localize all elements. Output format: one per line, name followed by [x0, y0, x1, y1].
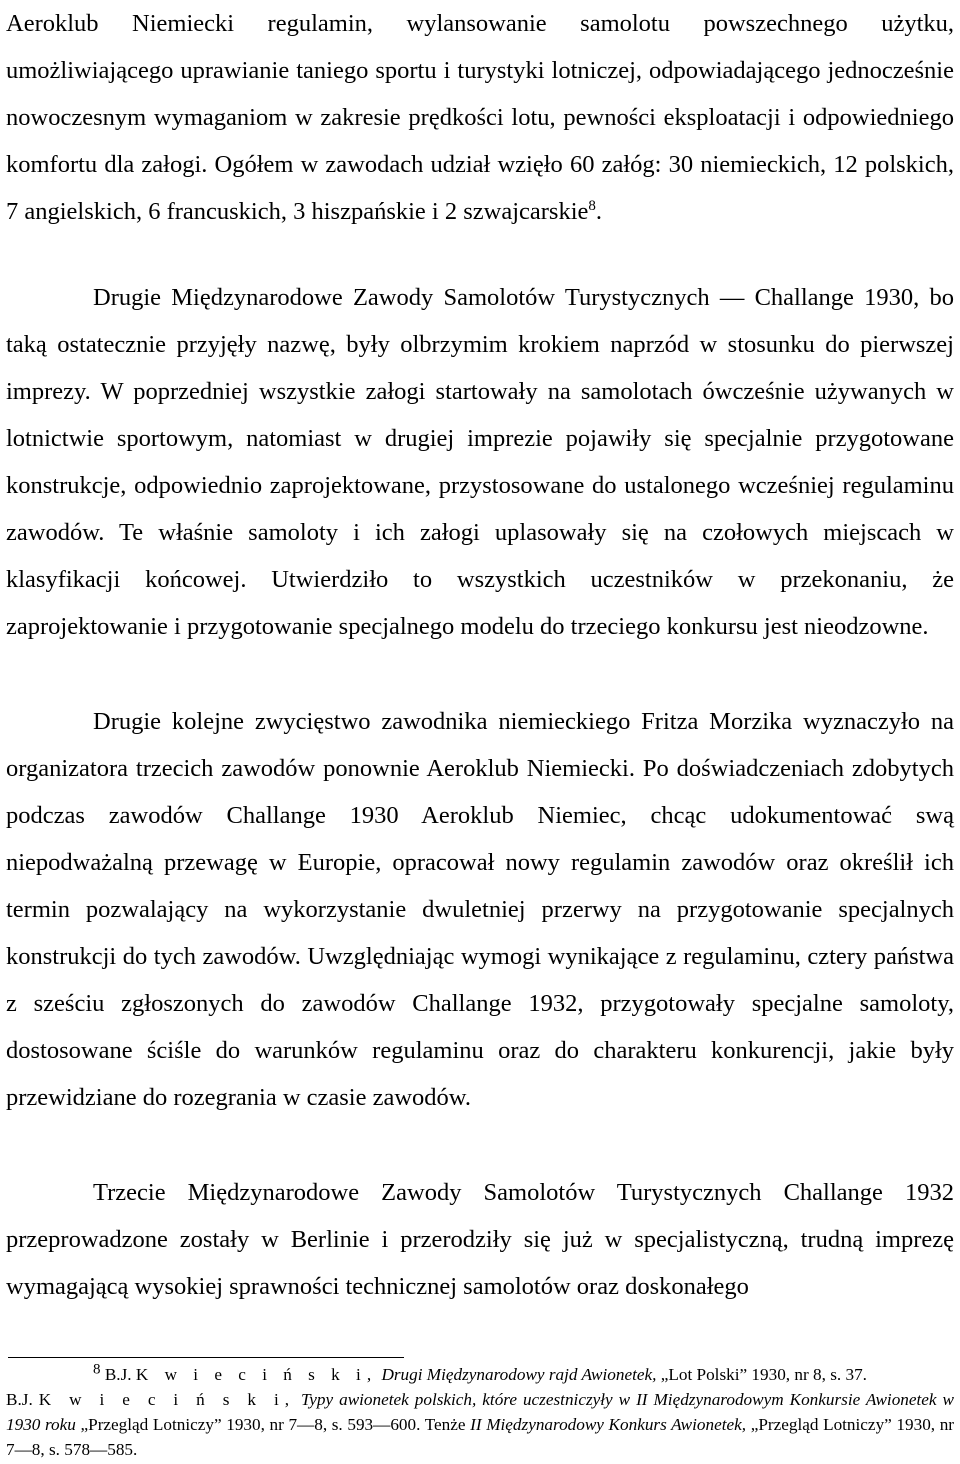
footnote-source-2: „Przegląd Lotniczy” 1930, nr 7—8, s. 578—585. [6, 1415, 955, 1459]
footnote-8-continuation [6, 1387, 954, 1462]
footnote-author-name: K w i e c i ń s k i, [38, 1390, 296, 1409]
footnote-author-name: K w i e c i ń s k i, [135, 1365, 378, 1384]
footnote-8 [6, 1362, 954, 1387]
paragraph-3: Drugie kolejne zwycięstwo zawodnika niemieckiego Fritza Morzika wyznaczyło na organizatora trzecich zawodów ponownie Aeroklub Niemiecki. Po doświadczeniach zdobytych podczas zawodów Challange 1930 Aeroklub Niemiec, chcąc udokumentować swą niepodważalną przewagę w Europie, opracował nowy regulamin zawodów oraz określił ich termin pozwalający na wykorzystanie dwuletniej przerwy na przygotowanie specjalnych konstrukcji do tych zawodów. Uwzględniając wymogi wynikające z regulaminu, cztery państwa z sześciu zgłoszonych do zawodów Challange 1932, przygotowały specjalne samoloty, dostosowane ściśle do warunków regulaminu oraz do charakteru konkurencji, jakie były przewidziane do rozegrania w czasie zawodów. [6, 708, 954, 1111]
footnote-source: „Przegląd Lotniczy” 1930, nr 7—8, s. 593—600. Tenże [80, 1415, 466, 1434]
paragraph-1-text: Aeroklub Niemiecki regulamin, wylansowanie samolotu powszechnego użytku, umożliwiającego uprawianie taniego sportu i turystyki lotniczej, odpowiadającego jednocześnie nowoczesnym wymaganiom w zakresie prędkości lotu, pewności eksploatacji i odpowiedniego komfortu dla załogi. Ogółem w zawodach udział wzięło 60 załóg: 30 niemieckich, 12 polskich, 7 angielskich, 6 francuskich, 3 hiszpańskie i 2 szwajcarskie [6, 10, 954, 225]
paragraph-1-end: . [595, 198, 603, 225]
footnote-author-initials: B.J. [104, 1365, 132, 1384]
footnotes-section [6, 1362, 954, 1462]
footnote-ref-8[interactable]: 8 [588, 197, 596, 214]
footnote-source: „Lot Polski” 1930, nr 8, s. 37. [660, 1365, 867, 1384]
footnote-number: 8 [93, 1361, 101, 1378]
footnote-title: Typy awionetek polskich, które uczestniczyły w II Międzynarodowym Konkursie Awionetek w 1930 roku [6, 1390, 954, 1434]
footnote-separator [8, 1357, 404, 1358]
paragraph-1 [6, 0, 954, 235]
footnote-author-initials: B.J. [6, 1390, 33, 1409]
paragraph-2: Drugie Międzynarodowe Zawody Samolotów Turystycznych — Challange 1930, bo taką ostatecznie przyjęły nazwę, były olbrzymim krokiem naprzód w stosunku do pierwszej imprezy. W poprzedniej wszystkie załogi startowały na samolotach ówcześnie używanych w lotnictwie sportowym, natomiast w drugiej imprezie pojawiły się specjalnie przygotowane konstrukcje, odpowiednio zaprojektowane, przystosowane do ustalonego wcześniej regulaminu zawodów. Te właśnie samoloty i ich załogi uplasowały się na czołowych miejscach w klasyfikacji końcowej. Utwierdziło to wszystkich uczestników w przekonaniu, że zaprojektowanie i przygotowanie specjalnego modelu do trzeciego konkursu jest nieodzowne. [6, 284, 954, 640]
paragraph-4: Trzecie Międzynarodowe Zawody Samolotów Turystycznych Challange 1932 przeprowadzone zostały w Berlinie i przerodziły się już w specjalistyczną, trudną imprezę wymagającą wysokiej sprawności technicznej samolotów oraz doskonałego [6, 1179, 954, 1300]
footnote-title: Drugi Międzynarodowy rajd Awionetek, [381, 1365, 657, 1384]
footnote-title-2: II Międzynarodowy Konkurs Awionetek, [470, 1415, 747, 1434]
